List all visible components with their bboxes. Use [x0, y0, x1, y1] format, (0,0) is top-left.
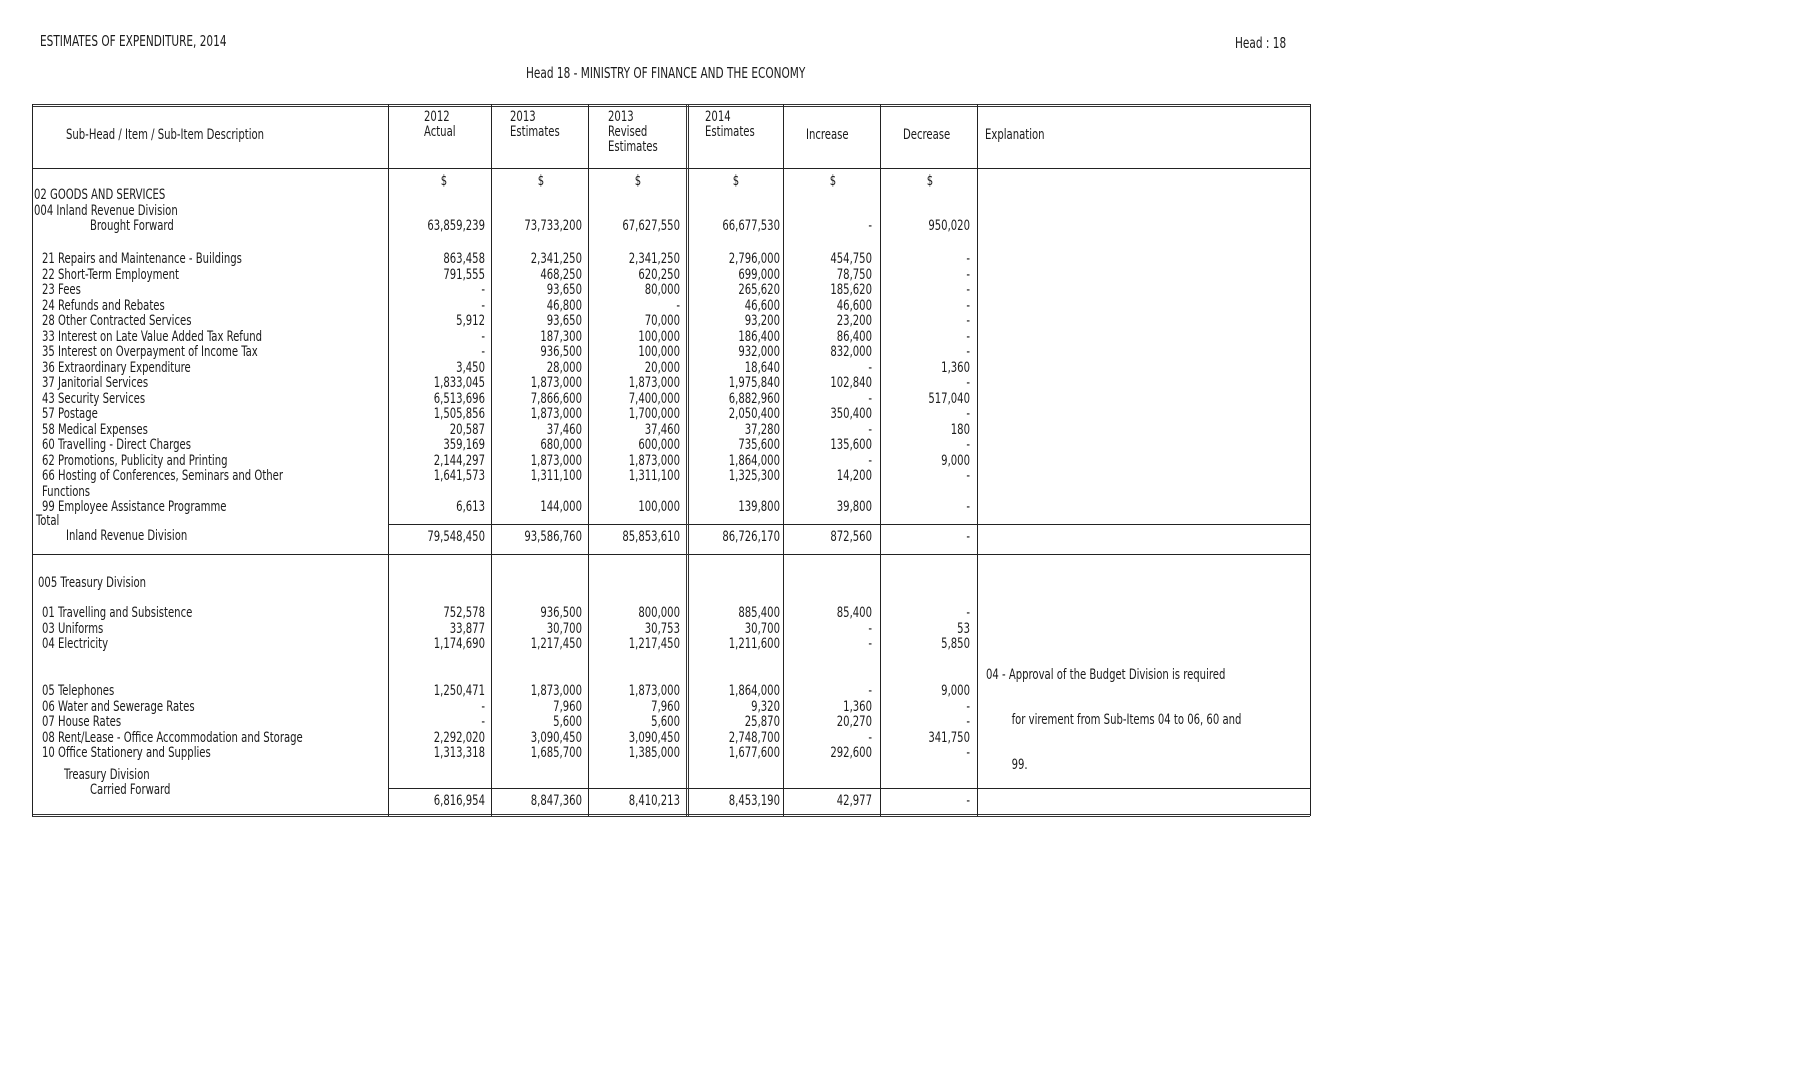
- amount-cell: 2,748,700: [728, 729, 780, 746]
- amount-cell: -: [966, 251, 970, 267]
- amount-cell: 341,750: [928, 729, 970, 746]
- item-description: 10 Office Stationery and Supplies: [42, 745, 211, 761]
- amount-cell: 832,000: [830, 344, 872, 360]
- amount-cell: -: [481, 698, 485, 715]
- treasury-division-label: 005 Treasury Division: [38, 575, 147, 591]
- amount-cell: 2,050,400: [728, 406, 780, 422]
- item-description: 43 Security Services: [42, 390, 146, 407]
- item-description: 23 Fees: [42, 282, 81, 298]
- amount-cell: 699,000: [738, 266, 780, 283]
- amount-cell: -: [966, 714, 970, 730]
- amount-cell: 600,000: [638, 437, 680, 453]
- amount-cell: 454,750: [830, 251, 872, 267]
- currency-symbol: $: [634, 173, 642, 189]
- amount-cell: 1,174,690: [433, 636, 485, 652]
- item-description: 99 Employee Assistance Programme: [42, 499, 227, 515]
- amount-cell: 292,600: [830, 745, 872, 761]
- amount-cell: 885,400: [738, 605, 780, 621]
- total-label: Total: [36, 513, 60, 529]
- amount-cell: 39,800: [836, 499, 872, 515]
- amount-cell: 1,325,300: [728, 468, 780, 484]
- amount-cell: -: [868, 729, 872, 746]
- col-header-2013-rev: 2013 Revised Estimates: [608, 109, 658, 155]
- amount-cell: 1,313,318: [433, 745, 485, 761]
- amount-cell: 73,733,200: [524, 218, 582, 234]
- amount-cell: 936,500: [540, 605, 582, 621]
- amount-cell: 9,000: [941, 452, 970, 469]
- amount-cell: -: [676, 297, 680, 314]
- amount-cell: 1,873,000: [628, 683, 680, 699]
- amount-cell: -: [868, 359, 872, 376]
- amount-cell: 37,460: [644, 421, 680, 438]
- total-top-rule: [388, 524, 1310, 525]
- amount-cell: 102,840: [830, 375, 872, 391]
- amount-cell: -: [966, 605, 970, 621]
- currency-symbol: $: [926, 173, 934, 189]
- amount-cell: 46,800: [546, 297, 582, 314]
- item-description: 08 Rent/Lease - Office Accommodation and Storage: [42, 729, 303, 746]
- amount-cell: 2,796,000: [728, 251, 780, 267]
- amount-cell: 7,960: [553, 698, 582, 715]
- section2a-descriptions: [42, 606, 230, 653]
- amount-cell: 70,000: [644, 313, 680, 329]
- item-description: 28 Other Contracted Services: [42, 313, 192, 329]
- amount-cell: 1,873,000: [530, 375, 582, 391]
- amount-cell: 265,620: [738, 282, 780, 298]
- amount-cell: 950,020: [928, 218, 970, 234]
- amount-cell: 85,400: [836, 605, 872, 621]
- amount-cell: 1,873,000: [530, 683, 582, 699]
- amount-cell: 186,400: [738, 328, 780, 345]
- division-label: 004 Inland Revenue Division: [34, 203, 178, 219]
- amount-cell: 1,873,000: [530, 452, 582, 469]
- amount-cell: 1,873,000: [530, 406, 582, 422]
- amount-cell: 46,600: [836, 297, 872, 314]
- amount-cell: 680,000: [540, 437, 582, 453]
- amount-cell: 2,341,250: [530, 251, 582, 267]
- expenditure-table: [32, 104, 1310, 814]
- amount-cell: 932,000: [738, 344, 780, 360]
- amount-cell: 1,641,573: [433, 468, 485, 484]
- amount-cell: 1,217,450: [530, 636, 582, 652]
- amount-cell: 100,000: [638, 499, 680, 515]
- amount-cell: 78,750: [836, 266, 872, 283]
- amount-cell: -: [966, 282, 970, 298]
- amount-cell: 42,977: [836, 793, 872, 809]
- amount-cell: 7,960: [651, 698, 680, 715]
- amount-cell: -: [966, 313, 970, 329]
- amount-cell: 185,620: [830, 282, 872, 298]
- currency-symbol: $: [537, 173, 545, 189]
- item-description: 35 Interest on Overpayment of Income Tax: [42, 344, 258, 360]
- amount-cell: -: [966, 468, 970, 484]
- item-description: 36 Extraordinary Expenditure: [42, 359, 191, 376]
- item-description: 22 Short-Term Employment: [42, 266, 179, 283]
- amount-cell: -: [966, 529, 970, 545]
- carried-forward-label: Carried Forward: [90, 782, 171, 798]
- amount-cell: -: [966, 297, 970, 314]
- col-header-2012: 2012 Actual: [424, 109, 456, 140]
- amount-cell: 3,450: [456, 359, 485, 376]
- amount-cell: 1,864,000: [728, 683, 780, 699]
- total-division-label: Inland Revenue Division: [66, 528, 188, 544]
- amount-cell: -: [868, 421, 872, 438]
- item-description: 57 Postage: [42, 406, 98, 422]
- carried-division-label: Treasury Division: [64, 767, 150, 783]
- item-description: 60 Travelling - Direct Charges: [42, 437, 191, 453]
- section1-descriptions: [42, 252, 343, 516]
- amount-cell: 735,600: [738, 437, 780, 453]
- amount-cell: 1,505,856: [433, 406, 485, 422]
- amount-cell: 20,270: [836, 714, 872, 730]
- amount-cell: 1,217,450: [628, 636, 680, 652]
- amount-cell: 1,385,000: [628, 745, 680, 761]
- amount-cell: -: [868, 390, 872, 407]
- amount-cell: 180: [950, 421, 970, 438]
- amount-cell: 93,586,760: [524, 529, 582, 545]
- amount-cell: 9,320: [751, 698, 780, 715]
- col-border: [32, 104, 33, 816]
- col-border: [1310, 104, 1311, 816]
- amount-cell: 1,211,600: [728, 636, 780, 652]
- amount-cell: -: [481, 297, 485, 314]
- amount-cell: 93,200: [744, 313, 780, 329]
- item-description: 04 Electricity: [42, 636, 109, 652]
- amount-cell: 100,000: [638, 328, 680, 345]
- amount-cell: 1,833,045: [433, 375, 485, 391]
- total-bottom-rule: [32, 554, 1310, 555]
- amount-cell: -: [966, 375, 970, 391]
- amount-cell: 5,912: [456, 313, 485, 329]
- item-description: 05 Telephones: [42, 683, 115, 699]
- amount-cell: -: [966, 437, 970, 453]
- amount-cell: 14,200: [836, 468, 872, 484]
- amount-cell: 2,292,020: [433, 729, 485, 746]
- amount-cell: 30,700: [744, 620, 780, 637]
- col-border: [977, 104, 978, 816]
- amount-cell: 85,853,610: [622, 529, 680, 545]
- item-description: 21 Repairs and Maintenance - Buildings: [42, 251, 242, 267]
- amount-cell: -: [966, 745, 970, 761]
- amount-cell: 1,685,700: [530, 745, 582, 761]
- amount-cell: 7,866,600: [530, 390, 582, 407]
- amount-cell: 30,753: [644, 620, 680, 637]
- brought-forward-label: Brought Forward: [90, 218, 174, 234]
- head-number: Head : 18: [1235, 34, 1287, 52]
- amount-cell: 37,460: [546, 421, 582, 438]
- amount-cell: 9,000: [941, 683, 970, 699]
- amount-cell: 25,870: [744, 714, 780, 730]
- amount-cell: 139,800: [738, 499, 780, 515]
- currency-symbol: $: [732, 173, 740, 189]
- amount-cell: -: [481, 344, 485, 360]
- amount-cell: 86,400: [836, 328, 872, 345]
- item-description: 24 Refunds and Rebates: [42, 297, 165, 314]
- amount-cell: 517,040: [928, 390, 970, 407]
- amount-cell: 30,700: [546, 620, 582, 637]
- amount-cell: 187,300: [540, 328, 582, 345]
- item-description: 07 House Rates: [42, 714, 122, 730]
- currency-symbol: $: [440, 173, 448, 189]
- amount-cell: 620,250: [638, 266, 680, 283]
- amount-cell: -: [868, 452, 872, 469]
- amount-cell: -: [966, 328, 970, 345]
- amount-cell: -: [481, 282, 485, 298]
- amount-cell: 1,864,000: [728, 452, 780, 469]
- amount-cell: 7,400,000: [628, 390, 680, 407]
- amount-cell: 1,311,100: [530, 468, 582, 484]
- amount-cell: 1,360: [843, 698, 872, 715]
- amount-cell: 936,500: [540, 344, 582, 360]
- item-description: 33 Interest on Late Value Added Tax Refund: [42, 328, 263, 345]
- amount-cell: 63,859,239: [427, 218, 485, 234]
- amount-cell: 135,600: [830, 437, 872, 453]
- amount-cell: 1,873,000: [628, 375, 680, 391]
- amount-cell: 1,311,100: [628, 468, 680, 484]
- amount-cell: 5,600: [553, 714, 582, 730]
- amount-cell: 6,882,960: [728, 390, 780, 407]
- amount-cell: 79,548,450: [427, 529, 485, 545]
- amount-cell: 1,360: [941, 359, 970, 376]
- amount-cell: 100,000: [638, 344, 680, 360]
- amount-cell: 1,975,840: [728, 375, 780, 391]
- ministry-title: Head 18 - MINISTRY OF FINANCE AND THE ECONOMY: [526, 64, 806, 82]
- amount-cell: 53: [957, 620, 970, 637]
- amount-cell: -: [966, 266, 970, 283]
- amount-cell: 1,677,600: [728, 745, 780, 761]
- table-top-rule: [32, 104, 1310, 107]
- amount-cell: 3,090,450: [530, 729, 582, 746]
- amount-cell: 5,850: [941, 636, 970, 652]
- col-header-decrease: Decrease: [903, 127, 951, 143]
- amount-cell: -: [966, 698, 970, 715]
- subhead-label: 02 GOODS AND SERVICES: [34, 187, 166, 203]
- amount-cell: 18,640: [744, 359, 780, 376]
- amount-cell: -: [868, 620, 872, 637]
- item-description: 06 Water and Sewerage Rates: [42, 698, 195, 715]
- amount-cell: 20,000: [644, 359, 680, 376]
- item-description: 03 Uniforms: [42, 620, 104, 637]
- amount-cell: 8,847,360: [530, 793, 582, 809]
- amount-cell: 350,400: [830, 406, 872, 422]
- document-title: ESTIMATES OF EXPENDITURE, 2014: [40, 32, 227, 50]
- amount-cell: 28,000: [546, 359, 582, 376]
- amount-cell: 6,613: [456, 499, 485, 515]
- amount-cell: 5,600: [651, 714, 680, 730]
- amount-cell: 67,627,550: [622, 218, 680, 234]
- amount-cell: 80,000: [644, 282, 680, 298]
- amount-cell: 2,341,250: [628, 251, 680, 267]
- item-description: Functions: [42, 483, 91, 500]
- item-description: 62 Promotions, Publicity and Printing: [42, 452, 228, 469]
- amount-cell: -: [966, 499, 970, 515]
- amount-cell: 66,677,530: [722, 218, 780, 234]
- header-bottom-rule: [32, 168, 1310, 169]
- table-bottom-rule: [32, 814, 1310, 817]
- amount-cell: 46,600: [744, 297, 780, 314]
- amount-cell: 93,650: [546, 313, 582, 329]
- col-header-description: Sub-Head / Item / Sub-Item Description: [66, 127, 265, 143]
- item-description: 01 Travelling and Subsistence: [42, 605, 193, 621]
- amount-cell: 791,555: [443, 266, 485, 283]
- amount-cell: 23,200: [836, 313, 872, 329]
- currency-symbol: $: [829, 173, 837, 189]
- amount-cell: -: [966, 793, 970, 809]
- amount-cell: 8,453,190: [728, 793, 780, 809]
- amount-cell: 800,000: [638, 605, 680, 621]
- amount-cell: 33,877: [449, 620, 485, 637]
- col-header-increase: Increase: [806, 127, 849, 143]
- amount-cell: 863,458: [443, 251, 485, 267]
- amount-cell: -: [966, 406, 970, 422]
- amount-cell: 2,144,297: [433, 452, 485, 469]
- amount-cell: 20,587: [449, 421, 485, 438]
- amount-cell: 37,280: [744, 421, 780, 438]
- amount-cell: 6,513,696: [433, 390, 485, 407]
- amount-cell: 144,000: [540, 499, 582, 515]
- amount-cell: -: [481, 328, 485, 345]
- amount-cell: 3,090,450: [628, 729, 680, 746]
- item-description: 66 Hosting of Conferences, Seminars and Other: [42, 468, 283, 484]
- amount-cell: 1,250,471: [433, 683, 485, 699]
- item-description: 58 Medical Expenses: [42, 421, 148, 438]
- amount-cell: 1,873,000: [628, 452, 680, 469]
- amount-cell: 359,169: [443, 437, 485, 453]
- section2b-descriptions: [42, 684, 368, 762]
- amount-cell: -: [966, 344, 970, 360]
- amount-cell: 1,700,000: [628, 406, 680, 422]
- amount-cell: 6,816,954: [433, 793, 485, 809]
- amount-cell: -: [868, 218, 872, 234]
- explanation-text: 04 - Approval of the Budget Division is required for virement from Sub-Items 04 to 06, 60 and 99.: [986, 667, 1242, 773]
- amount-cell: 86,726,170: [722, 529, 780, 545]
- amount-cell: -: [868, 636, 872, 652]
- col-header-2014: 2014 Estimates: [705, 109, 755, 140]
- amount-cell: 752,578: [443, 605, 485, 621]
- col-header-2013-est: 2013 Estimates: [510, 109, 560, 140]
- amount-cell: 468,250: [540, 266, 582, 283]
- amount-cell: 8,410,213: [628, 793, 680, 809]
- amount-cell: 93,650: [546, 282, 582, 298]
- amount-cell: -: [481, 714, 485, 730]
- amount-cell: 872,560: [830, 529, 872, 545]
- item-description: 37 Janitorial Services: [42, 375, 149, 391]
- col-header-explanation: Explanation: [985, 127, 1045, 143]
- amount-cell: -: [868, 683, 872, 699]
